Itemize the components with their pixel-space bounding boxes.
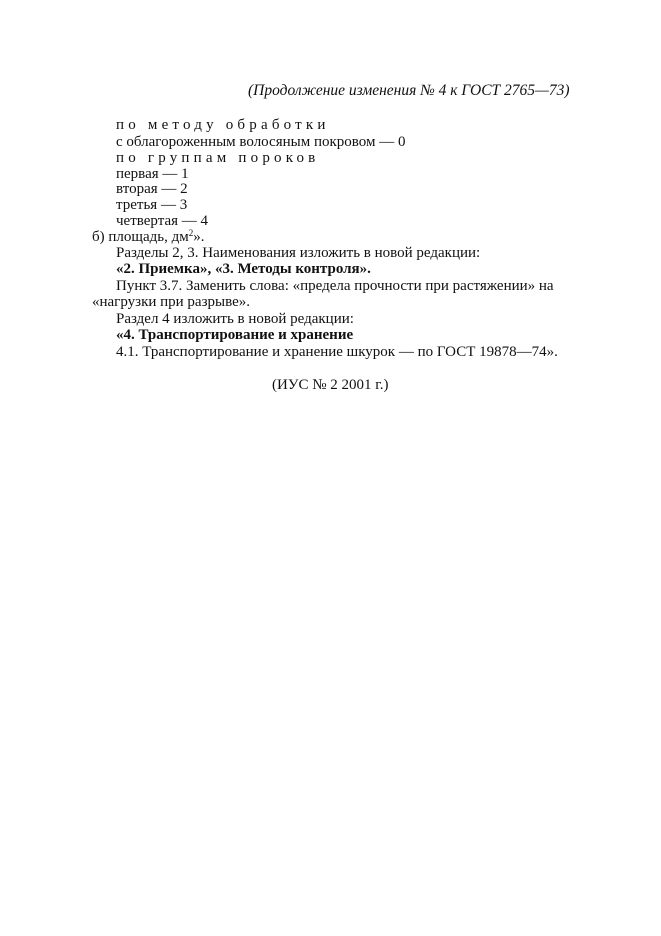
third-group: третья — 3	[116, 197, 188, 213]
method-heading: по методу обработки	[116, 117, 330, 133]
item-replace-line1: Пункт 3.7. Заменить слова: «предела прочности при растяжении» на	[116, 278, 554, 294]
defects-heading: по группам пороков	[116, 150, 320, 166]
first-group: первая — 1	[116, 166, 189, 182]
sections-rename: Разделы 2, 3. Наименования изложить в новой редакции:	[116, 245, 481, 261]
area-prefix: б) площадь, дм	[92, 229, 189, 245]
second-group: вторая — 2	[116, 181, 188, 197]
section4-text: 4.1. Транспортирование и хранение шкурок — по ГОСТ 19878—74».	[116, 344, 558, 360]
section4-intro: Раздел 4 изложить в новой редакции:	[116, 311, 354, 327]
fourth-group: четвертая — 4	[116, 213, 209, 229]
area-superscript: 2	[188, 228, 194, 238]
ius-reference: (ИУС № 2 2001 г.)	[272, 377, 389, 393]
sections-new-names: «2. Приемка», «3. Методы контроля».	[116, 261, 371, 277]
item-replace-line2: «нагрузки при разрыве».	[92, 294, 250, 310]
section4-title: «4. Транспортирование и хранение	[116, 327, 354, 343]
page-header: (Продолжение изменения № 4 к ГОСТ 2765—73)	[248, 82, 570, 99]
area-suffix: ».	[193, 229, 205, 245]
area-line	[92, 229, 204, 246]
coated-line: с облагороженным волосяным покровом — 0	[116, 134, 406, 150]
